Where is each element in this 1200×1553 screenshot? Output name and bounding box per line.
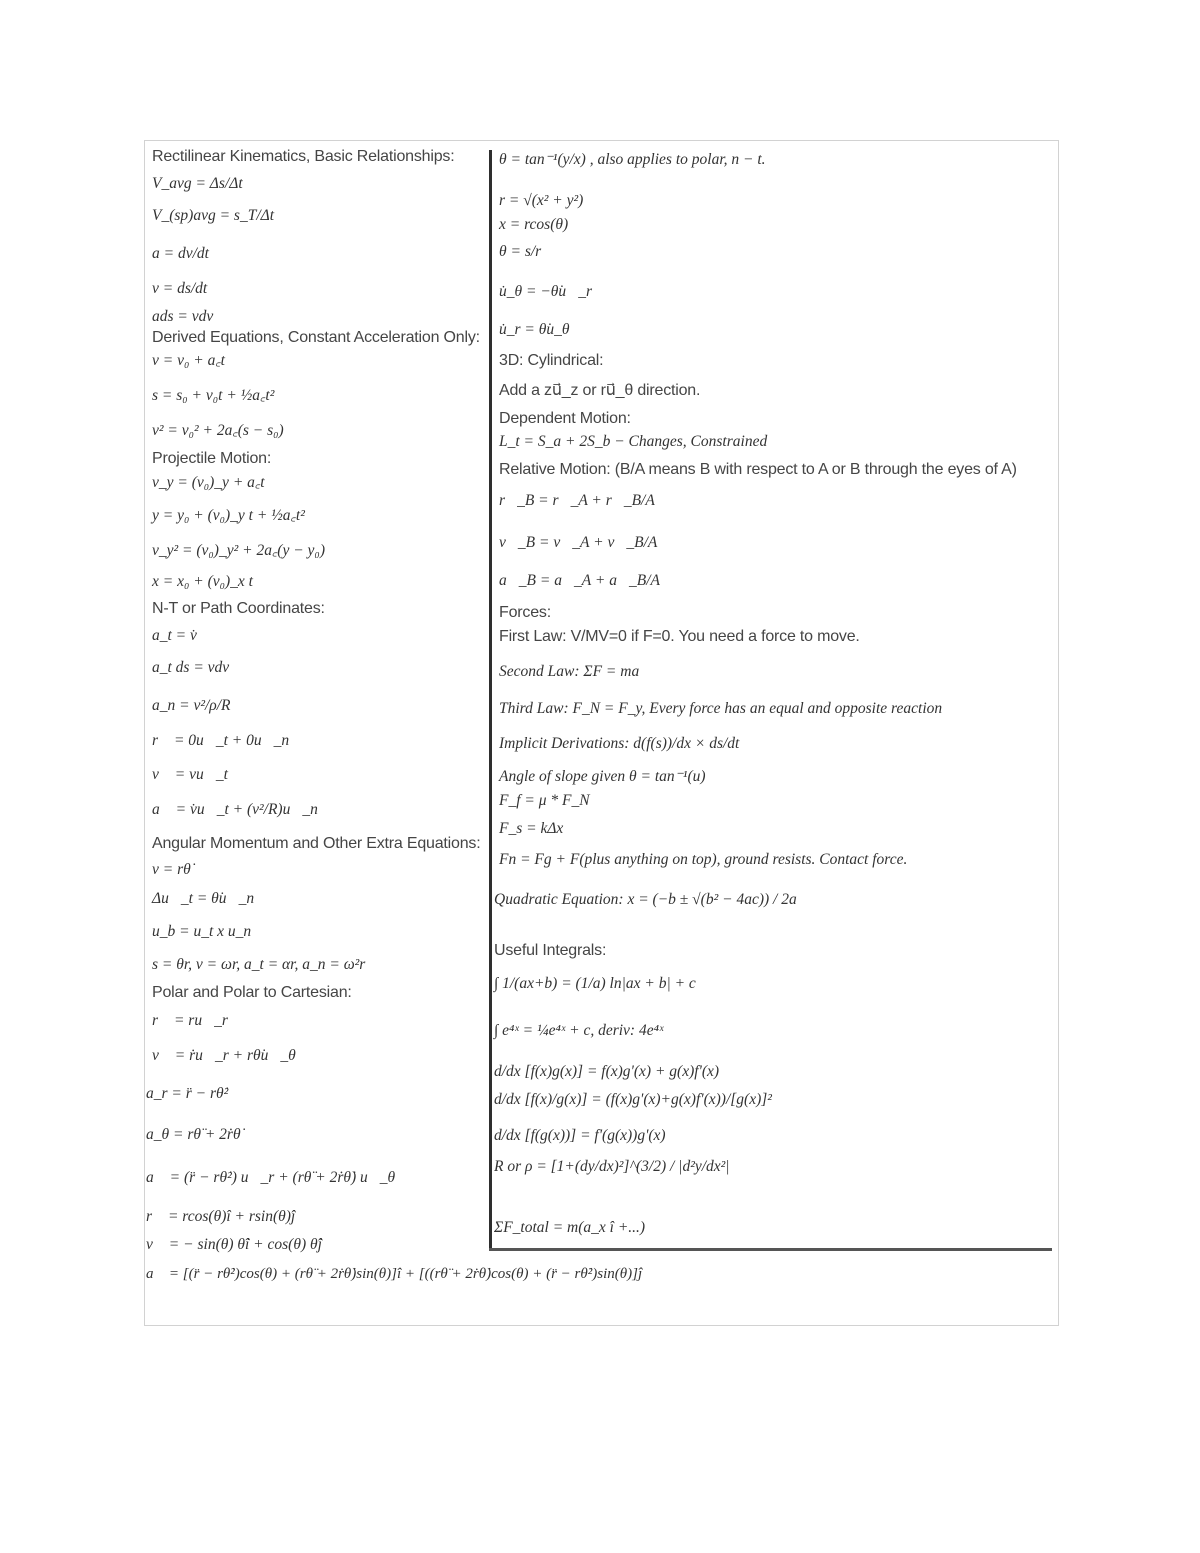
right-equation: d/dx [f(g(x))] = f'(g(x))g'(x): [494, 1127, 666, 1144]
left-equation: v = ds/dt: [152, 280, 208, 297]
left-equation: a = dv/dt: [152, 245, 209, 262]
right-equation: θ = s/r: [499, 243, 542, 260]
left-heading: Projectile Motion:: [152, 450, 272, 467]
left-equation: r⃗ = 0u⃗_t + 0u⃗_n: [152, 732, 290, 749]
right-equation: L_t = S_a + 2S_b − Changes, Constrained: [499, 433, 768, 450]
right-heading: Forces:: [499, 604, 551, 621]
left-equation: y = y₀ + (v₀)_y t + ½a꜀t²: [152, 507, 305, 524]
right-equation: v⃗_B = v⃗_A + v⃗_B/A: [499, 534, 658, 551]
right-equation: r = √(x² + y²): [499, 192, 584, 209]
left-equation: v_y² = (v₀)_y² + 2a꜀(y − y₀): [152, 542, 325, 559]
right-equation: u̇_θ = −θ̇u⃗_r: [499, 283, 592, 300]
left-equation: u_b = u_t x u_n: [152, 923, 252, 940]
right-heading: Relative Motion: (B/A means B with respect to A or B through the eyes of A): [499, 461, 1017, 478]
left-equation: r⃗ = ru⃗_r: [152, 1012, 228, 1029]
bottom-rule: [489, 1248, 1052, 1251]
left-equation: ads = vdv: [152, 308, 214, 325]
left-equation: s = s₀ + v₀t + ½a꜀t²: [152, 387, 275, 404]
left-equation: v⃗ = − sin(θ) θ̇î + cos(θ) θ̇ĵ: [146, 1236, 322, 1253]
right-equation: ΣF_total = m(a_x î +...): [494, 1219, 646, 1236]
left-equation: r⃗ = rcos(θ)î + rsin(θ)ĵ: [146, 1208, 296, 1225]
left-equation: a_r = r̈ − rθ̇²: [146, 1085, 229, 1102]
right-heading: 3D: Cylindrical:: [499, 352, 604, 369]
right-equation: Implicit Derivations: d(f(s))/dx × ds/dt: [499, 735, 740, 752]
right-equation: r⃗_B = r⃗_A + r⃗_B/A: [499, 492, 655, 509]
left-equation: v = rθ̇: [152, 861, 191, 878]
left-equation: a_t = v̇: [152, 627, 197, 644]
left-equation: a_n = v²/ρ/R: [152, 697, 231, 714]
left-heading: N-T or Path Coordinates:: [152, 600, 325, 617]
left-equation: v_y = (v₀)_y + a꜀t: [152, 474, 265, 491]
right-equation: F_s = kΔx: [499, 820, 564, 837]
right-equation: Fn = Fg + F(plus anything on top), ground resists. Contact force.: [499, 851, 908, 868]
left-heading: Polar and Polar to Cartesian:: [152, 984, 352, 1001]
right-equation: θ = tan⁻¹(y/x) , also applies to polar, n − t.: [499, 151, 766, 168]
right-equation: R or ρ = [1+(dy/dx)²]^(3/2) / |d²y/dx²|: [494, 1158, 730, 1175]
left-equation: V_(sp)avg = s_T/Δt: [152, 207, 275, 224]
right-equation: Third Law: F_N = F_y, Every force has an equal and opposite reaction: [499, 700, 943, 717]
right-equation: d/dx [f(x)g(x)] = f(x)g'(x) + g(x)f'(x): [494, 1063, 720, 1080]
left-equation: v⃗ = vu⃗_t: [152, 766, 228, 783]
right-equation: x = rcos(θ): [499, 216, 569, 233]
left-equation: V_avg = Δs/Δt: [152, 175, 243, 192]
left-equation: a_t ds = vdv: [152, 659, 230, 676]
right-equation: Quadratic Equation: x = (−b ± √(b² − 4ac)) / 2a: [494, 891, 797, 908]
left-equation: x = x₀ + (v₀)_x t: [152, 573, 253, 590]
right-heading: First Law: V/MV=0 if F=0. You need a force to move.: [499, 628, 860, 645]
right-heading: Dependent Motion:: [499, 410, 631, 427]
right-equation: d/dx [f(x)/g(x)] = (f(x)g'(x)+g(x)f'(x))/[g(x)]²: [494, 1091, 772, 1108]
left-equation: Δu⃗_t = θ̇u⃗_n: [152, 890, 255, 907]
right-equation: F_f = μ * F_N: [499, 792, 590, 809]
left-equation: a_θ = rθ̈ + 2ṙθ̇: [146, 1126, 241, 1143]
left-equation: v = v₀ + a꜀t: [152, 352, 225, 369]
left-heading: Angular Momentum and Other Extra Equations:: [152, 835, 481, 852]
right-equation: ∫ e⁴ˣ = ¼e⁴ˣ + c, deriv: 4e⁴ˣ: [494, 1022, 664, 1039]
right-equation: Angle of slope given θ = tan⁻¹(u): [499, 768, 706, 785]
right-equation: u̇_r = θ̇u_θ: [499, 321, 570, 338]
right-equation: Second Law: ΣF = ma: [499, 663, 640, 680]
left-equation: v⃗ = ṙu⃗_r + rθ̇u⃗_θ: [152, 1047, 296, 1064]
left-heading: Derived Equations, Constant Acceleration Only:: [152, 329, 480, 346]
right-heading: Useful Integrals:: [494, 942, 607, 959]
left-heading: Rectilinear Kinematics, Basic Relationships:: [152, 148, 455, 165]
left-equation: s = θr, v = ωr, a_t = αr, a_n = ω²r: [152, 956, 366, 973]
right-equation: ∫ 1/(ax+b) = (1/a) ln|ax + b| + c: [494, 975, 696, 992]
right-heading: Add a zu⃗_z or ru⃗_θ direction.: [499, 382, 701, 399]
left-equation: v² = v₀² + 2a꜀(s − s₀): [152, 422, 284, 439]
right-equation: a⃗_B = a⃗_A + a⃗_B/A: [499, 572, 660, 589]
left-equation: a⃗ = v̇u⃗_t + (v²/R)u⃗_n: [152, 801, 318, 818]
column-divider: [489, 150, 492, 1248]
left-equation: a⃗ = (r̈ − rθ̇²) u⃗_r + (rθ̈ + 2ṙθ̇) u⃗_θ: [146, 1169, 396, 1186]
bottom-equation: a⃗ = [(r̈ − rθ̇²)cos(θ) + (rθ̈ + 2ṙθ̇)sin(θ)]î + [((rθ̈ + 2ṙθ̇)cos(θ) + (r̈ − rθ̇²)sin(θ)]ĵ: [146, 1266, 643, 1282]
